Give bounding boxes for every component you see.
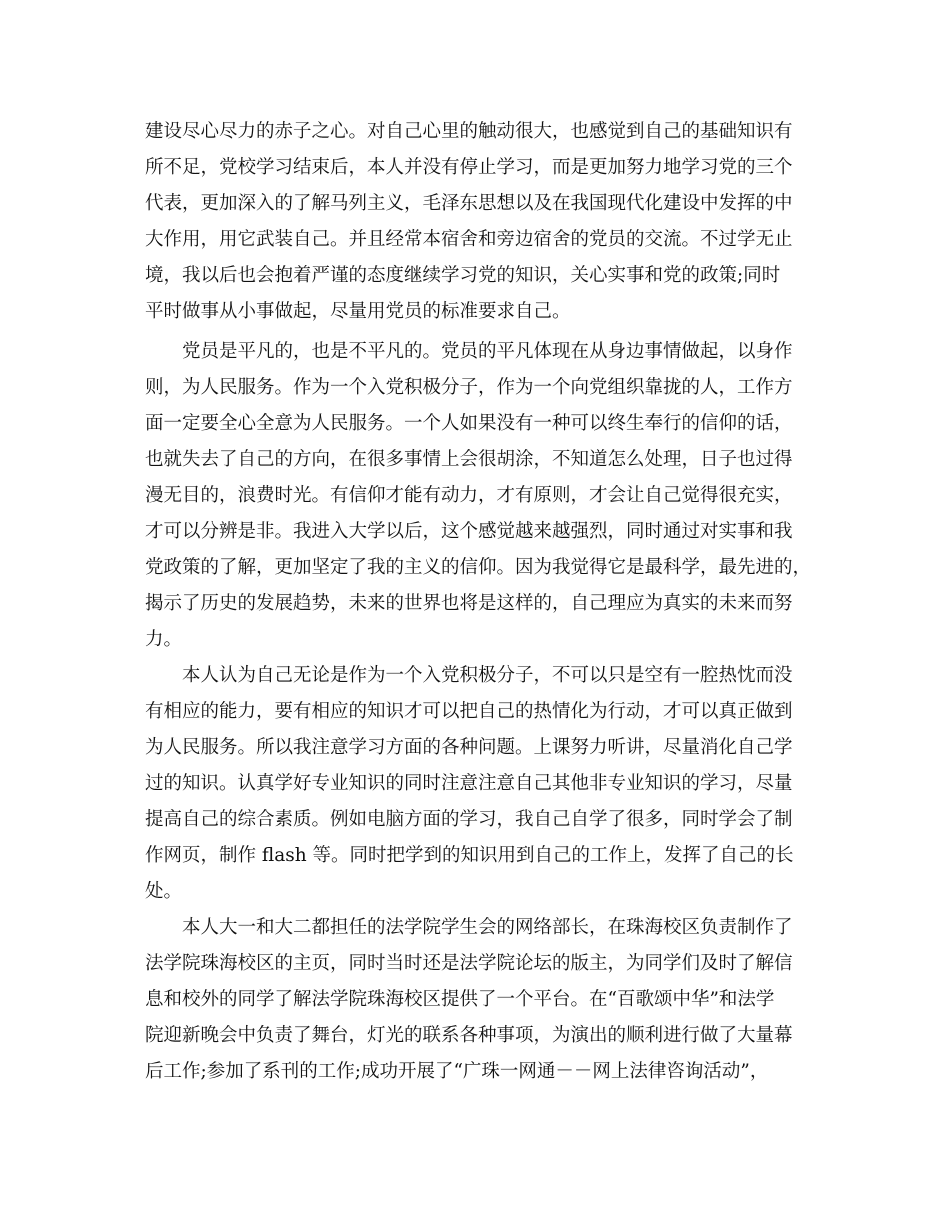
text-line: 为人民服务。所以我注意学习方面的各种问题。上课努力听讲，尽量消化自己学: [145, 737, 793, 758]
text-line: 所不足，党校学习结束后，本人并没有停止学习，而是更加努力地学习党的三个: [145, 157, 793, 178]
text-line: 代表，更加深入的了解马列主义，毛泽东思想以及在我国现代化建设中发挥的中: [145, 193, 793, 214]
text-line: 提高自己的综合素质。例如电脑方面的学习，我自己自学了很多，同时学会了制: [145, 809, 793, 830]
text-line: 揭示了历史的发展趋势，未来的世界也将是这样的，自己理应为真实的未来而努: [145, 593, 793, 614]
text-line: 则，为人民服务。作为一个入党积极分子，作为一个向党组织靠拢的人，工作方: [145, 377, 793, 398]
text-line: 法学院珠海校区的主页，同时当时还是法学院论坛的版主，为同学们及时了解信: [145, 953, 793, 974]
text-line: 平时做事从小事做起，尽量用党员的标准要求自己。: [145, 301, 571, 322]
text-line: 建设尽心尽力的赤子之心。对自己心里的触动很大，也感觉到自己的基础知识有: [145, 121, 793, 142]
text-line: 才可以分辨是非。我进入大学以后，这个感觉越来越强烈，同时通过对实事和我: [145, 521, 793, 542]
text-line: 面一定要全心全意为人民服务。一个人如果没有一种可以终生奉行的信仰的话，: [145, 413, 793, 434]
text-line: 过的知识。认真学好专业知识的同时注意注意自己其他非专业知识的学习，尽量: [145, 773, 793, 794]
paragraph-first-line: 党员是平凡的，也是不平凡的。党员的平凡体现在从身边事情做起，以身作: [182, 341, 793, 362]
paragraph-first-line: 本人大一和大二都担任的法学院学生会的网络部长，在珠海校区负责制作了: [182, 917, 793, 938]
text-line: 院迎新晚会中负责了舞台，灯光的联系各种事项，为演出的顺利进行做了大量幕: [145, 1025, 793, 1046]
text-line: 后工作;参加了系刊的工作;成功开展了“广珠一网通－－网上法律咨询活动”，: [145, 1061, 769, 1082]
text-line: 漫无目的，浪费时光。有信仰才能有动力，才有原则，才会让自己觉得很充实，: [145, 485, 793, 506]
text-line: 处。: [145, 881, 183, 902]
text-line: 也就失去了自己的方向，在很多事情上会很胡涂，不知道怎么处理，日子也过得: [145, 449, 793, 470]
text-line: 作网页，制作 flash 等。同时把学到的知识用到自己的工作上，发挥了自己的长: [145, 845, 794, 866]
text-line: 大作用，用它武装自己。并且经常本宿舍和旁边宿舍的党员的交流。不过学无止: [145, 229, 793, 250]
text-line: 息和校外的同学了解法学院珠海校区提供了一个平台。在“百歌颂中华”和法学: [145, 989, 775, 1010]
text-line: 党政策的了解，更加坚定了我的主义的信仰。因为我觉得它是最科学，最先进的，: [145, 557, 812, 578]
text-line: 有相应的能力，要有相应的知识才可以把自己的热情化为行动，才可以真正做到: [145, 701, 793, 722]
text-line: 力。: [145, 629, 183, 650]
text-line: 境，我以后也会抱着严谨的态度继续学习党的知识，关心实事和党的政策;同时: [145, 265, 781, 286]
paragraph-first-line: 本人认为自己无论是作为一个入党积极分子，不可以只是空有一腔热忱而没: [182, 665, 793, 686]
